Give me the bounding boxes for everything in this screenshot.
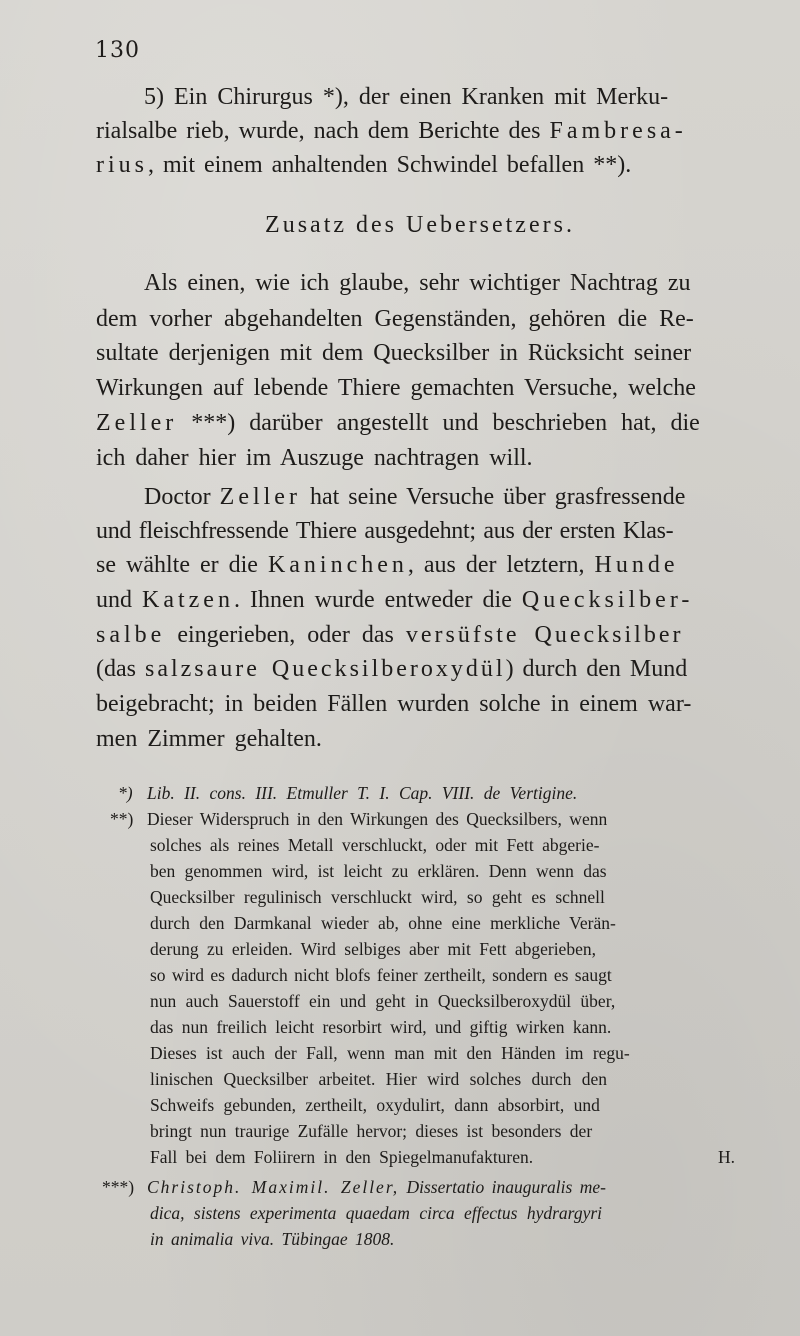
para2-line-1-b: hat seine Versuche über grasfressende bbox=[300, 484, 686, 510]
para2-line-5-b: eingerieben, oder das bbox=[165, 622, 406, 648]
footnote-2-text-line: so wird es dadurch nicht blofs feiner zertheilt, sondern es saugt bbox=[150, 965, 612, 985]
para2-line-4-c: . Ihnen wurde entweder die bbox=[233, 587, 522, 613]
para2-line-2: und fleischfressende Thiere ausgedehnt; aus der ersten Klas- bbox=[96, 518, 674, 544]
para2-line-3-a: se wählte er die bbox=[96, 552, 268, 578]
term-kaninchen: Kaninchen bbox=[267, 552, 408, 578]
footnote-3-line-3-text bbox=[150, 1228, 394, 1250]
para2-line-8: men Zimmer gehalten. bbox=[96, 726, 322, 752]
item5-line-3 bbox=[0, 150, 800, 180]
footnote-3-marker: ***) bbox=[102, 1177, 135, 1197]
term-salzsaure-quecksilberoxyduel: salzsaure Quecksilberoxydül bbox=[144, 656, 506, 682]
footnote-2-text-line: bringt nun traurige Zufälle hervor; dieses ist besonders der bbox=[150, 1121, 593, 1141]
footnote-2-text-line: das nun freilich leicht resorbirt wird, und giftig wirken kann. bbox=[150, 1017, 612, 1037]
footnote-2-text-line: Fall bei dem Foliirern in den Spiegelmanufakturen. bbox=[150, 1147, 534, 1167]
para1-line-4: Wirkungen auf lebende Thiere gemachten Versuche, welche bbox=[96, 375, 696, 401]
para2-line-6-c: ) durch den Mund bbox=[505, 656, 688, 682]
author-name-fambresarius-part1: Fambresa- bbox=[549, 118, 687, 144]
para2-line-4-a: und bbox=[96, 587, 142, 613]
footnote-3-author: Christoph. Maximil. Zeller, bbox=[147, 1177, 400, 1197]
footnote-2-text-line: nun auch Sauerstoff ein und geht in Quecksilberoxydül über, bbox=[150, 991, 616, 1011]
footnote-2-text-line: Dieser Widerspruch in den Wirkungen des Quecksilbers, wenn bbox=[147, 809, 608, 829]
footnote-2-text-line: solches als reines Metall verschluckt, oder mit Fett abgerie- bbox=[150, 835, 600, 855]
para2-line-6 bbox=[0, 654, 800, 684]
term-quecksilbersalbe-part2: salbe bbox=[96, 622, 166, 648]
term-quecksilbersalbe-part1: Quecksilber- bbox=[521, 587, 694, 613]
translator-signature: H. bbox=[718, 1147, 736, 1167]
para1-line-5 bbox=[0, 408, 800, 438]
footnote-1-marker: *) bbox=[118, 783, 133, 803]
footnote-2-text-line: derung zu erleiden. Wird selbiges aber mit Fett abgerieben, bbox=[150, 939, 596, 959]
para2-line-6-a: (das bbox=[96, 656, 145, 682]
footnote-2-text-line: linischen Quecksilber arbeitet. Hier wird solches durch den bbox=[150, 1069, 608, 1089]
footnote-2-text-line: Dieses ist auch der Fall, wenn man mit den Händen im regu- bbox=[150, 1043, 630, 1063]
para2-line-5 bbox=[0, 620, 800, 650]
term-katzen: Katzen bbox=[142, 587, 234, 613]
footnote-1-text: Lib. II. cons. III. Etmuller T. I. Cap. VIII. de Vertigine. bbox=[147, 783, 578, 803]
footnote-3-line-1-text bbox=[147, 1176, 606, 1198]
author-name-fambresarius-part2: rius bbox=[96, 152, 148, 178]
term-hunde: Hunde bbox=[594, 552, 679, 578]
para2-line-1 bbox=[0, 482, 800, 512]
para2-line-3-c: , aus der letztern, bbox=[407, 552, 595, 578]
footnote-3-title-start: Dissertatio inauguralis me- bbox=[399, 1177, 606, 1197]
para2-line-3 bbox=[0, 550, 800, 580]
footnote-3-title-end: in animalia viva. bbox=[150, 1229, 275, 1249]
footnote-3-place-year: Tübingae 1808. bbox=[274, 1229, 395, 1249]
footnote-2-text-line: Schweifs gebunden, zertheilt, oxydulirt, dann absorbirt, und bbox=[150, 1095, 600, 1115]
para1-line-5-text: ***) darüber angestellt und beschrieben hat, die bbox=[177, 410, 700, 436]
footnote-2-marker: **) bbox=[110, 809, 134, 829]
page-number: 130 bbox=[95, 38, 140, 63]
name-zeller: Zeller bbox=[96, 410, 178, 436]
footnote-3-line-2-text: dica, sistens experimenta quaedam circa effectus hydrargyri bbox=[150, 1203, 603, 1223]
para2-line-4 bbox=[0, 585, 800, 615]
footnote-2-text-line: ben genommen wird, ist leicht zu erklären. Denn wenn das bbox=[150, 861, 607, 881]
footnote-2-text-line: Quecksilber regulinisch verschluckt wird, so geht es schnell bbox=[150, 887, 605, 907]
para1-line-1: Als einen, wie ich glaube, sehr wichtiger Nachtrag zu bbox=[144, 270, 691, 296]
name-zeller-2: Zeller bbox=[219, 484, 301, 510]
para2-line-7: beigebracht; in beiden Fällen wurden solche in einem war- bbox=[96, 691, 692, 717]
item5-line-2 bbox=[0, 116, 800, 146]
item5-line-3-text: , mit einem anhaltenden Schwindel befallen **). bbox=[148, 152, 632, 178]
para1-line-2: dem vorher abgehandelten Gegenständen, gehören die Re- bbox=[96, 306, 694, 332]
item5-line-2-text: rialsalbe rieb, wurde, nach dem Berichte des bbox=[96, 118, 550, 144]
para1-line-3: sultate derjenigen mit dem Quecksilber in Rücksicht seiner bbox=[96, 340, 692, 366]
para2-line-1-a: Doctor bbox=[144, 484, 220, 510]
section-heading: Zusatz des Uebersetzers. bbox=[265, 212, 575, 238]
para1-line-6: ich daher hier im Auszuge nachtragen will. bbox=[96, 445, 533, 471]
footnote-2-text-line: durch den Darmkanal wieder ab, ohne eine merkliche Verän- bbox=[150, 913, 616, 933]
item5-line-1: 5) Ein Chirurgus *), der einen Kranken mit Merku- bbox=[144, 84, 669, 110]
term-versuesste-quecksilber: versüfste Quecksilber bbox=[405, 622, 684, 648]
